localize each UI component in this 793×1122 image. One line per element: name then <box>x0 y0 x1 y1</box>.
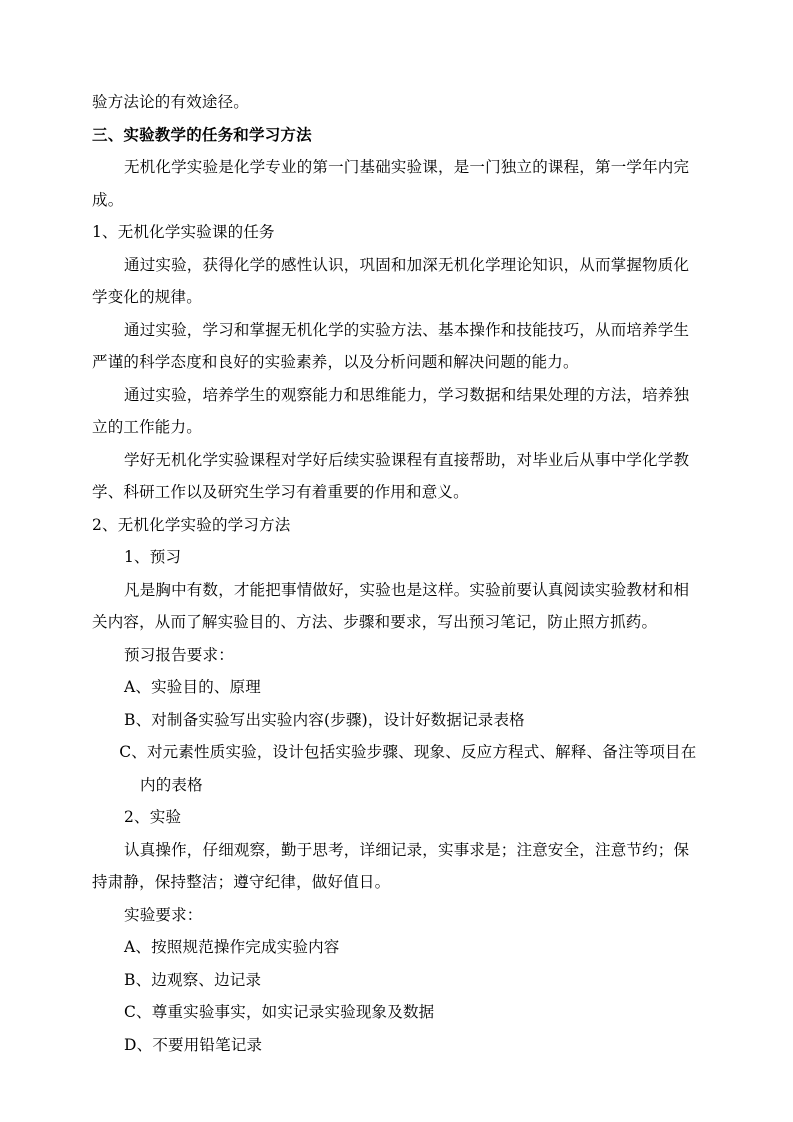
text-line: 认真操作，仔细观察，勤于思考，详细记录，实事求是；注意安全，注意节约；保 <box>124 840 690 859</box>
text-line: 学、科研工作以及研究生学习有着重要的作用和意义。 <box>92 483 469 501</box>
text-line: 严谨的科学态度和良好的实验素养，以及分析问题和解决问题的能力。 <box>92 353 579 371</box>
text-line: 学变化的规律。 <box>92 288 202 306</box>
text-line: 内的表格 <box>140 775 203 794</box>
text-line: 通过实验，培养学生的观察能力和思维能力，学习数据和结果处理的方法，培养独 <box>124 385 690 404</box>
text-line: 学好无机化学实验课程对学好后续实验课程有直接帮助，对毕业后从事中学化学教 <box>124 450 690 469</box>
text-line: 2、无机化学实验的学习方法 <box>92 515 291 534</box>
text-line: 立的工作能力。 <box>92 418 202 436</box>
text-line: B、对制备实验写出实验内容(步骤)，设计好数据记录表格 <box>124 710 525 729</box>
text-line: 实验要求： <box>124 905 203 924</box>
text-line: 1、预习 <box>124 548 182 566</box>
text-line: A、实验目的、原理 <box>124 678 261 696</box>
text-line: B、边观察、边记录 <box>124 970 262 989</box>
text-line: 通过实验，学习和掌握无机化学的实验方法、基本操作和技能技巧，从而培养学生 <box>124 320 690 339</box>
text-line: 通过实验，获得化学的感性认识，巩固和加深无机化学理论知识，从而掌握物质化 <box>124 255 690 274</box>
text-line: A、按照规范操作完成实验内容 <box>124 938 340 956</box>
text-line: 持肃静，保持整洁；遵守纪律，做好值日。 <box>92 873 391 891</box>
text-line: C、尊重实验事实，如实记录实验现象及数据 <box>124 1003 435 1021</box>
text-line: 成。 <box>92 190 124 209</box>
text-line: D、不要用铅笔记录 <box>124 1035 263 1054</box>
text-line: 无机化学实验是化学专业的第一门基础实验课，是一门独立的课程，第一学年内完 <box>124 158 690 176</box>
text-line: 1、无机化学实验课的任务 <box>92 223 275 241</box>
section-heading: 三、实验教学的任务和学习方法 <box>92 124 312 144</box>
text-line: 关内容，从而了解实验目的、方法、步骤和要求，写出预习笔记，防止照方抓药。 <box>92 613 658 631</box>
text-line: 验方法论的有效途径。 <box>92 93 250 111</box>
text-line: 凡是胸中有数，才能把事情做好，实验也是这样。实验前要认真阅读实验教材和相 <box>124 580 690 599</box>
text-line: 预习报告要求： <box>124 645 234 664</box>
text-line: C、对元素性质实验，设计包括实验步骤、现象、反应方程式、解释、备注等项目在 <box>119 743 697 761</box>
text-line: 2、实验 <box>124 808 182 826</box>
